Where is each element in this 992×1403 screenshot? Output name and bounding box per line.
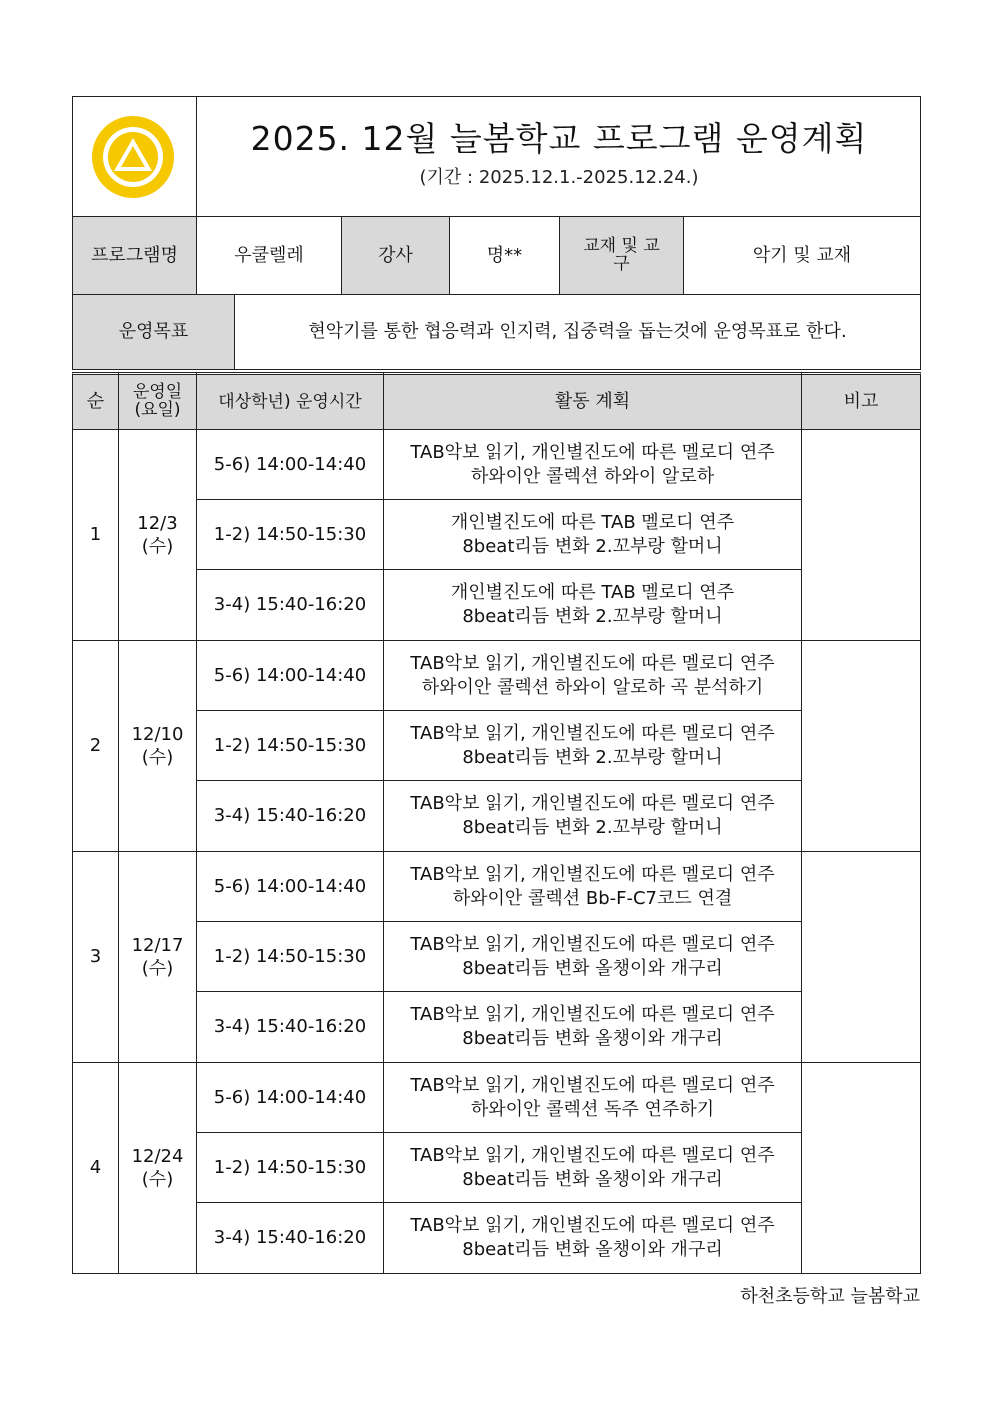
- plan-cell: [384, 711, 801, 780]
- group-1-date-value: 12/3: [137, 512, 178, 534]
- plan-line: TAB악보 읽기, 개인별진도에 따른 멜로디 연주: [410, 723, 775, 745]
- group-3-no: 3: [89, 946, 102, 968]
- time-cell: 5-6) 14:00-14:40: [213, 1086, 367, 1108]
- plan-line: TAB악보 읽기, 개인별진도에 따른 멜로디 연주: [410, 1215, 775, 1237]
- page-title: 2025. 12월 늘봄학교 프로그램 운영계획: [250, 118, 868, 158]
- plan-line: TAB악보 읽기, 개인별진도에 따른 멜로디 연주: [410, 1145, 775, 1167]
- plan-line: 하와이안 콜렉션 하와이 알로하 곡 분석하기: [421, 676, 764, 698]
- plan-cell: [384, 641, 801, 710]
- plan-line: 8beat리듬 변화 올챙이와 개구리: [462, 1238, 723, 1260]
- plan-cell: [384, 992, 801, 1061]
- time-cell: 3-4) 15:40-16:20: [213, 593, 367, 615]
- group-2-no: 2: [89, 735, 102, 757]
- materials-value: 악기 및 교재: [752, 245, 852, 267]
- group-1-no: 1: [89, 524, 102, 546]
- plan-line: TAB악보 읽기, 개인별진도에 따른 멜로디 연주: [410, 1004, 775, 1026]
- program-label: 프로그램명: [73, 217, 196, 295]
- plan-line: 하와이안 콜렉션 Bb-F-C7코드 연결: [452, 887, 733, 909]
- time-cell: 3-4) 15:40-16:20: [213, 804, 367, 826]
- group-3-date-value: 12/17: [131, 934, 184, 956]
- time-cell: 5-6) 14:00-14:40: [213, 875, 367, 897]
- plan-line: TAB악보 읽기, 개인별진도에 따른 멜로디 연주: [410, 793, 775, 815]
- plan-line: 8beat리듬 변화 올챙이와 개구리: [462, 1027, 723, 1049]
- group-3-date: [119, 852, 196, 1062]
- time-cell: 1-2) 14:50-15:30: [213, 1156, 367, 1178]
- plan-cell: [384, 781, 801, 850]
- plan-line: TAB악보 읽기, 개인별진도에 따른 멜로디 연주: [410, 864, 775, 886]
- goal-label: 운영목표: [73, 295, 234, 369]
- plan-line: TAB악보 읽기, 개인별진도에 따른 멜로디 연주: [410, 653, 775, 675]
- plan-line: 하와이안 콜렉션 하와이 알로하: [470, 465, 715, 487]
- plan-cell: [384, 430, 801, 499]
- plan-cell: [384, 1063, 801, 1132]
- time-cell: 3-4) 15:40-16:20: [213, 1015, 367, 1037]
- col-header-date: 운영일 (요일): [119, 375, 196, 429]
- group-1-date: [119, 430, 196, 640]
- group-2-date-value: 12/10: [131, 723, 184, 745]
- plan-line: 8beat리듬 변화 올챙이와 개구리: [462, 1168, 723, 1190]
- col-header-grade-time: 대상학년) 운영시간: [197, 375, 383, 429]
- school-signature: 하천초등학교 늘봄학교: [740, 1286, 920, 1307]
- plan-line: TAB악보 읽기, 개인별진도에 따른 멜로디 연주: [410, 442, 775, 464]
- plan-line: 8beat리듬 변화 2.꼬부랑 할머니: [462, 746, 723, 768]
- plan-cell: [384, 570, 801, 639]
- plan-line: 개인별진도에 따른 TAB 멜로디 연주: [450, 512, 735, 534]
- col-header-plan: 활동 계획: [384, 375, 801, 429]
- plan-line: TAB악보 읽기, 개인별진도에 따른 멜로디 연주: [410, 934, 775, 956]
- group-2-day: (수): [141, 747, 174, 768]
- col-header-note: 비고: [802, 375, 920, 429]
- teacher-label: 강사: [342, 217, 449, 295]
- plan-line: 8beat리듬 변화 2.꼬부랑 할머니: [462, 816, 723, 838]
- plan-cell: [384, 1133, 801, 1202]
- plan-cell: [384, 1203, 801, 1272]
- group-4-day: (수): [141, 1169, 174, 1190]
- group-4-date: [119, 1063, 196, 1273]
- group-3-day: (수): [141, 958, 174, 979]
- plan-cell: [384, 922, 801, 991]
- goal-value: 현악기를 통한 협응력과 인지력, 집중력을 돕는것에 운영목표로 한다.: [308, 321, 847, 343]
- time-cell: 1-2) 14:50-15:30: [213, 945, 367, 967]
- time-cell: 1-2) 14:50-15:30: [213, 523, 367, 545]
- plan-line: 8beat리듬 변화 2.꼬부랑 할머니: [462, 605, 723, 627]
- time-cell: 5-6) 14:00-14:40: [213, 453, 367, 475]
- plan-line: 8beat리듬 변화 2.꼬부랑 할머니: [462, 535, 723, 557]
- group-2-date: [119, 641, 196, 851]
- group-4-date-value: 12/24: [131, 1145, 184, 1167]
- program-value: 우쿨렐레: [234, 245, 304, 267]
- plan-cell: [384, 500, 801, 569]
- period-text: (기간 : 2025.12.1.-2025.12.24.): [419, 167, 699, 189]
- time-cell: 1-2) 14:50-15:30: [213, 734, 367, 756]
- plan-line: 8beat리듬 변화 올챙이와 개구리: [462, 957, 723, 979]
- time-cell: 3-4) 15:40-16:20: [213, 1226, 367, 1248]
- time-cell: 5-6) 14:00-14:40: [213, 664, 367, 686]
- plan-cell: [384, 852, 801, 921]
- teacher-value: 명**: [486, 245, 523, 267]
- col-header-no: 순: [73, 375, 118, 429]
- materials-label: 교재 및 교구: [560, 217, 683, 295]
- group-1-day: (수): [141, 536, 174, 557]
- plan-line: 하와이안 콜렉션 독주 연주하기: [470, 1098, 715, 1120]
- plan-line: 개인별진도에 따른 TAB 멜로디 연주: [450, 582, 735, 604]
- plan-line: TAB악보 읽기, 개인별진도에 따른 멜로디 연주: [410, 1075, 775, 1097]
- group-4-no: 4: [89, 1157, 102, 1179]
- school-logo: [90, 114, 176, 200]
